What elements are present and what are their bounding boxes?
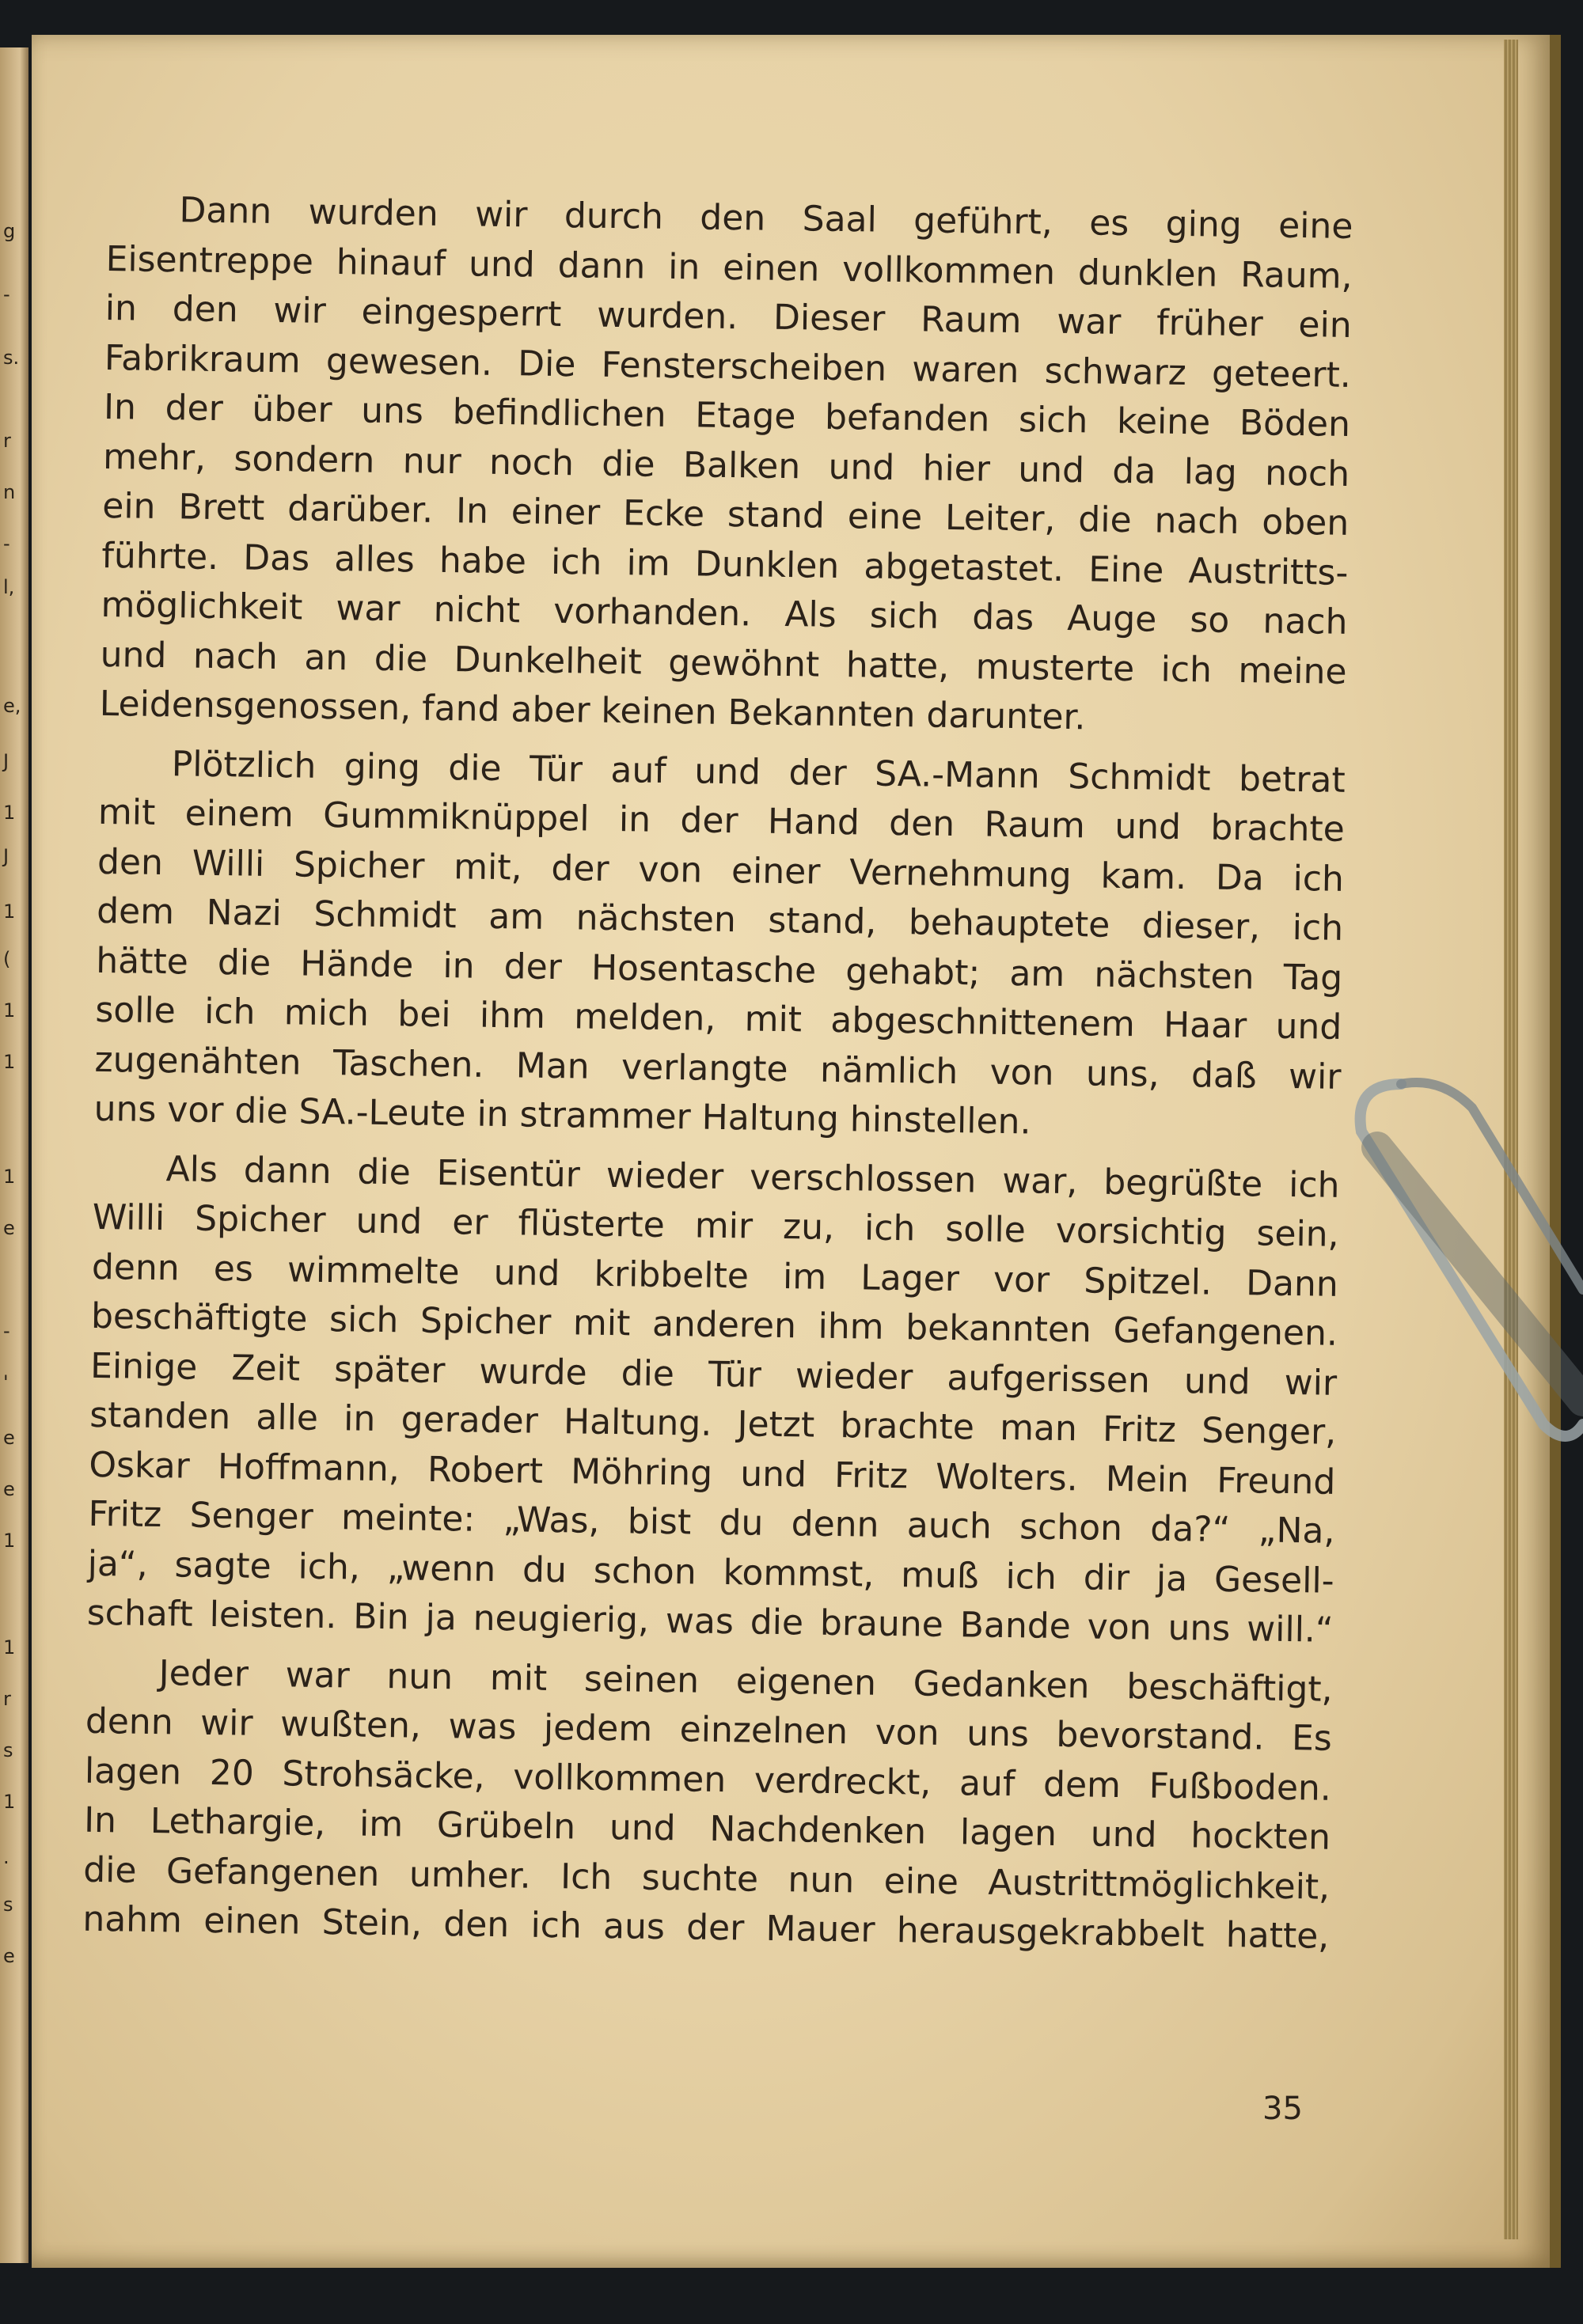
facing-page-fragment: . bbox=[3, 1846, 9, 1868]
text-line: hätte die Hände in der Hosentasche gehabt; am nächsten Tag bbox=[95, 940, 1343, 999]
facing-page-fragment: e bbox=[3, 1478, 15, 1500]
text-line: zugenähten Taschen. Man verlangte nämlich von uns, daß wir bbox=[94, 1039, 1342, 1098]
text-line: führte. Das alles habe ich im Dunklen abgetastet. Eine Austritts- bbox=[101, 535, 1349, 593]
text-line: standen alle in gerader Haltung. Jetzt brachte man Fritz Senger, bbox=[89, 1394, 1337, 1453]
facing-page-fragment: s bbox=[3, 1739, 13, 1761]
facing-page-fragment: ( bbox=[3, 948, 11, 970]
paragraph bbox=[82, 1647, 1333, 1962]
text-line: die Gefangenen umher. Ich suchte nun eine Austrittmöglichkeit, bbox=[82, 1849, 1331, 1908]
text-line: Eisentreppe hinauf und dann in einen vollkommen dunklen Raum, bbox=[105, 238, 1353, 297]
text-line: In Lethargie, im Grübeln und Nachdenken lagen und hockten bbox=[83, 1799, 1331, 1858]
facing-page-fragment: e bbox=[3, 1427, 15, 1449]
body-text bbox=[82, 185, 1353, 1962]
text-line: solle ich mich bei ihm melden, mit abgeschnittenem Haar und bbox=[95, 989, 1342, 1048]
page-number: 35 bbox=[1262, 2091, 1303, 2127]
paragraph bbox=[99, 185, 1353, 746]
text-line: den Willi Spicher mit, der von einer Vernehmung kam. Da ich bbox=[97, 841, 1345, 900]
facing-page-fragment: e bbox=[3, 1945, 15, 1967]
facing-page-fragment: r bbox=[3, 430, 11, 452]
text-line: uns vor die SA.-Leute in strammer Haltung hinstellen. bbox=[93, 1088, 1031, 1143]
facing-page-fragment: 1 bbox=[3, 1636, 16, 1659]
text-line: Plötzlich ging die Tür auf und der SA.-Mann Schmidt betrat bbox=[171, 743, 1346, 801]
facing-page-fragment: e, bbox=[3, 695, 21, 717]
facing-page-fragment: 1 bbox=[3, 900, 16, 923]
text-line: Fabrikraum gewesen. Die Fensterscheiben waren schwarz geteert. bbox=[104, 337, 1352, 396]
facing-page-fragment: l, bbox=[3, 576, 15, 598]
facing-page-fragment: - bbox=[3, 1320, 10, 1342]
facing-page-fragment: 1 bbox=[3, 802, 16, 824]
text-line: dem Nazi Schmidt am nächsten stand, behauptete dieser, ich bbox=[96, 890, 1344, 949]
paragraph bbox=[86, 1143, 1340, 1655]
book-page bbox=[32, 35, 1561, 2268]
facing-page-fragment: 1 bbox=[3, 1791, 16, 1813]
text-line: mit einem Gummiknüppel in der Hand den Raum und brachte bbox=[97, 791, 1346, 850]
text-line: beschäftigte sich Spicher mit anderen ihm bekannten Gefangenen. bbox=[90, 1295, 1338, 1354]
text-line: möglichkeit war nicht vorhanden. Als sich das Auge so nach bbox=[101, 584, 1348, 643]
facing-page-fragment: 1 bbox=[3, 1166, 16, 1188]
facing-page-fragment: ' bbox=[3, 1371, 9, 1393]
text-line: und nach an die Dunkelheit gewöhnt hatte, musterte ich meine bbox=[100, 634, 1347, 692]
facing-page-fragment: s. bbox=[3, 347, 20, 369]
text-line: denn wir wußten, was jedem einzelnen von uns bevorstand. Es bbox=[85, 1700, 1333, 1759]
facing-page-edge bbox=[0, 47, 28, 2263]
facing-page-fragment: J bbox=[3, 750, 9, 772]
facing-page-fragment: 1 bbox=[3, 1530, 16, 1552]
text-line: denn es wimmelte und kribbelte im Lager vor Spitzel. Dann bbox=[91, 1246, 1339, 1305]
text-line: mehr, sondern nur noch die Balken und hier und da lag noch bbox=[102, 436, 1350, 495]
text-line: Dann wurden wir durch den Saal geführt, es ging eine bbox=[179, 190, 1353, 247]
text-line: lagen 20 Strohsäcke, vollkommen verdreckt, auf dem Fußboden. bbox=[84, 1750, 1332, 1809]
text-line: Einige Zeit später wurde die Tür wieder aufgerissen und wir bbox=[89, 1345, 1338, 1404]
text-line: schaft leisten. Bin ja neugierig, was die braune Bande von uns will.“ bbox=[86, 1592, 1334, 1651]
facing-page-fragment: J bbox=[3, 845, 9, 867]
facing-page-fragment: 1 bbox=[3, 1051, 16, 1073]
text-line: In der über uns befindlichen Etage befanden sich keine Böden bbox=[103, 386, 1351, 445]
text-line: in den wir eingesperrt wurden. Dieser Raum war früher ein bbox=[104, 287, 1353, 346]
facing-page-fragment: n bbox=[3, 481, 16, 503]
facing-page-fragment: s bbox=[3, 1894, 13, 1916]
text-line: Willi Spicher und er flüsterte mir zu, ich solle vorsichtig sein, bbox=[92, 1196, 1339, 1255]
text-line: Oskar Hoffmann, Robert Möhring und Fritz Wolters. Mein Freund bbox=[89, 1444, 1336, 1503]
text-line: ja“, sagte ich, „wenn du schon kommst, muß ich dir ja Gesell- bbox=[87, 1543, 1334, 1602]
page-stack-edge bbox=[1504, 40, 1518, 2239]
text-line: Fritz Senger meinte: „Was, bist du denn auch schon da?“ „Na, bbox=[88, 1493, 1335, 1552]
facing-page-fragment: r bbox=[3, 1688, 11, 1710]
facing-page-fragment: e bbox=[3, 1217, 15, 1239]
text-line: nahm einen Stein, den ich aus der Mauer herausgekrabbelt hatte, bbox=[82, 1898, 1330, 1957]
facing-page-fragment: g bbox=[3, 220, 16, 242]
text-line: Als dann die Eisentür wieder verschlossen war, begrüßte ich bbox=[165, 1148, 1340, 1206]
facing-page-fragment: 1 bbox=[3, 999, 16, 1022]
text-line: Jeder war nun mit seinen eigenen Gedanken beschäftigt, bbox=[158, 1652, 1333, 1710]
text-line: ein Brett darüber. In einer Ecke stand eine Leiter, die nach oben bbox=[101, 485, 1350, 544]
paragraph bbox=[93, 738, 1346, 1151]
facing-page-fragment: - bbox=[3, 533, 10, 555]
facing-page-fragment: - bbox=[3, 283, 10, 305]
text-line: Leidensgenossen, fand aber keinen Bekannten darunter. bbox=[99, 683, 1086, 738]
